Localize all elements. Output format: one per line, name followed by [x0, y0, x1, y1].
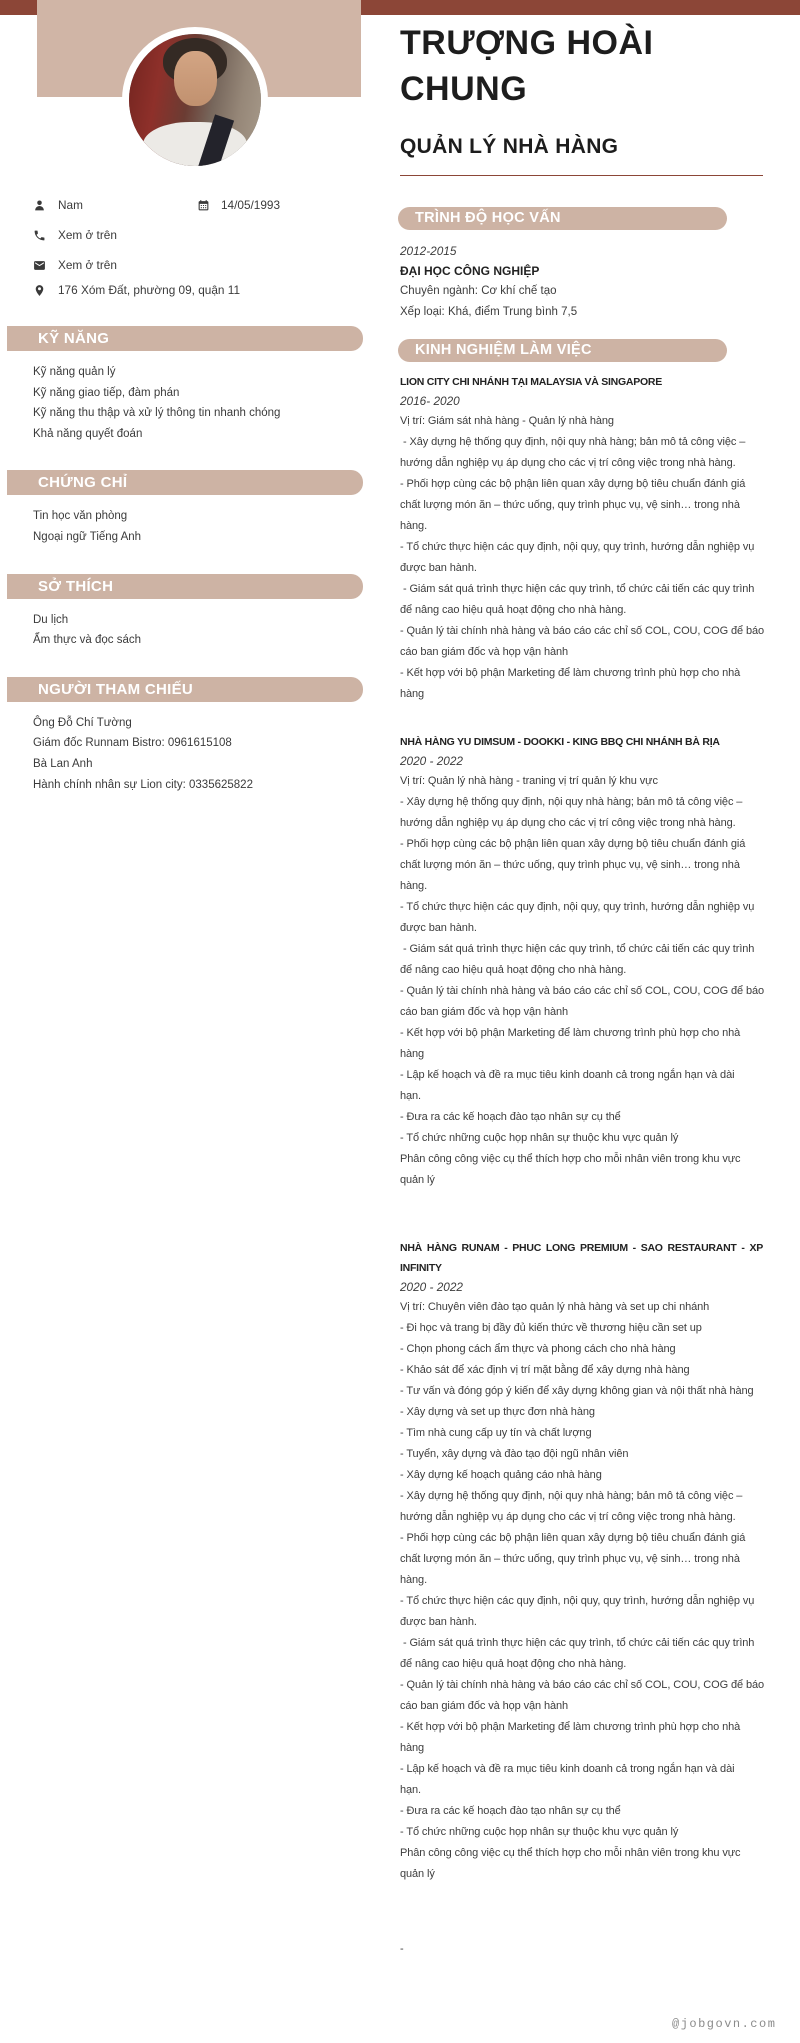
person-name: TRƯỢNG HOÀI CHUNG [400, 24, 654, 108]
job-description-line: - Tìm nhà cung cấp uy tín và chất lượng [400, 1427, 592, 1439]
sidebar-section-title: SỞ THÍCH [38, 577, 114, 595]
corner-accent-block [0, 0, 37, 15]
job-description-line: - Đưa ra các kế hoạch đào tạo nhân sự cụ thể [400, 1111, 621, 1123]
sidebar-item: Khả năng quyết đoán [33, 427, 143, 440]
job-description-line: chất lượng món ăn – thức uống, quy trình phục vụ, vệ sinh… trong nhà [400, 1553, 740, 1565]
contact-row-phone [33, 225, 363, 245]
job-description-line: - Chọn phong cách ẩm thực và phong cách cho nhà hàng [400, 1343, 676, 1355]
photo-face [174, 51, 217, 106]
job-description-line: hướng dẫn nghiệp vụ áp dụng cho các vị trí công việc trong nhà hàng. [400, 457, 736, 469]
job-description-line: hàng [400, 688, 425, 700]
job-description-line: quản lý [400, 1868, 435, 1880]
education-detail-line: Xếp loại: Khá, điểm Trung bình 7,5 [400, 305, 578, 318]
job-description [400, 1297, 763, 1885]
job-description-line: được ban hành. [400, 1616, 477, 1628]
job-title: LION CITY CHI NHÁNH TẠI MALAYSIA VÀ SINGAPORE [400, 376, 662, 388]
job-description-line: - Quản lý tài chính nhà hàng và báo cáo các chỉ số COL, COU, COG để báo [400, 625, 765, 637]
job-description-line: - Tổ chức những cuộc họp nhân sự thuộc khu vực quản lý [400, 1826, 679, 1838]
job-list [400, 372, 763, 1885]
job-period: 2020 - 2022 [400, 1280, 463, 1294]
job-description-line: cáo ban giám đốc và họp vận hành [400, 1006, 569, 1018]
education-section-header [398, 207, 727, 230]
job-description [400, 771, 763, 1191]
job-title: NHÀ HÀNG RUNAM - PHUC LONG PREMIUM - SAO RESTAURANT - XP INFINITY [400, 1242, 763, 1274]
education-details [400, 281, 763, 322]
job-description-line: cáo ban giám đốc và họp vận hành [400, 646, 569, 658]
job-description-line: - Kết hợp với bộ phận Marketing để làm chương trình phù hợp cho nhà [400, 1027, 741, 1039]
education-section-title: TRÌNH ĐỘ HỌC VẤN [415, 210, 561, 226]
sidebar-section [33, 470, 363, 547]
job-description-line: hàng. [400, 880, 428, 892]
job-description-line: được ban hành. [400, 922, 477, 934]
sidebar-section-list [33, 713, 363, 795]
job-description-line: cáo ban giám đốc và họp vận hành [400, 1700, 569, 1712]
job-description-line: hàng [400, 1742, 425, 1754]
sidebar-item: Tin học văn phòng [33, 510, 128, 523]
profile-photo [122, 27, 268, 173]
job-description-line: - Đưa ra các kế hoạch đào tạo nhân sự cụ thể [400, 1805, 621, 1817]
job-description-line: Vị trí: Giám sát nhà hàng - Quản lý nhà hàng [400, 415, 614, 427]
job-period: 2016- 2020 [400, 394, 460, 408]
job-description-line: để nâng cao hiệu quả hoạt động cho nhà hàng. [400, 1658, 627, 1670]
job-description-line: - Tổ chức những cuộc họp nhân sự thuộc khu vực quản lý [400, 1132, 679, 1144]
sidebar-section [33, 574, 363, 651]
job-description-line: - Quản lý tài chính nhà hàng và báo cáo các chỉ số COL, COU, COG để báo [400, 1679, 765, 1691]
job-description-line: - Lập kế hoạch và đề ra mục tiêu kinh doanh cả trong ngắn hạn và dài [400, 1069, 735, 1081]
job-description-line: - Tổ chức thực hiện các quy định, nội quy, quy trình, hướng dẫn nghiệp vụ [400, 1595, 755, 1607]
sidebar-section-header [7, 326, 363, 351]
job-description-line: - Phối hợp cùng các bộ phận liên quan xây dựng bộ tiêu chuẩn đánh giá [400, 478, 746, 490]
job-description [400, 411, 763, 705]
sidebar-section-header [7, 574, 363, 599]
sidebar-item: Hành chính nhân sự Lion city: 0335625822 [33, 778, 253, 791]
job-description-line: được ban hành. [400, 562, 477, 574]
sidebar-item: Ông Đỗ Chí Tường [33, 716, 132, 729]
address-value: 176 Xóm Đất, phường 09, quận 11 [58, 283, 241, 297]
watermark: @jobgovn.com [672, 2017, 777, 2031]
sidebar-section-header [7, 677, 363, 702]
job-description-line: - Tư vấn và đóng góp ý kiến để xây dựng không gian và nội thất nhà hàng [400, 1385, 754, 1397]
gender-value: Nam [58, 198, 83, 212]
sidebar-item: Kỹ năng quản lý [33, 366, 116, 378]
job-entry [400, 1238, 763, 1885]
job-description-line: chất lượng món ăn – thức uống, quy trình phục vụ, vệ sinh… trong nhà [400, 499, 740, 511]
sidebar-section-title: CHỨNG CHỈ [38, 474, 128, 492]
job-title: NHÀ HÀNG YU DIMSUM - DOOKKI - KING BBQ CHI NHÁNH BÀ RỊA [400, 736, 720, 748]
title-divider [400, 175, 763, 176]
sidebar-section-list [33, 362, 363, 444]
job-entry [400, 372, 763, 705]
job-description-line: - Kết hợp với bộ phận Marketing để làm chương trình phù hợp cho nhà [400, 1721, 741, 1733]
job-description-line: - Phối hợp cùng các bộ phận liên quan xây dựng bộ tiêu chuẩn đánh giá [400, 838, 746, 850]
sidebar-section-list [33, 506, 363, 547]
birthday-group [197, 198, 280, 212]
job-description-line: Phân công công việc cụ thể thích hợp cho mỗi nhân viên trong khu vực [400, 1847, 741, 1859]
calendar-icon [197, 199, 210, 212]
sidebar [33, 192, 363, 795]
location-pin-icon [33, 284, 46, 297]
sidebar-item: Kỹ năng giao tiếp, đàm phán [33, 386, 180, 399]
person-job-title: QUẢN LÝ NHÀ HÀNG [400, 135, 619, 158]
job-description-line: Phân công công việc cụ thể thích hợp cho mỗi nhân viên trong khu vực [400, 1153, 741, 1165]
sidebar-section-title: KỸ NĂNG [38, 330, 110, 347]
sidebar-section [33, 677, 363, 795]
experience-section [400, 339, 763, 1960]
email-value: Xem ở trên [58, 258, 117, 272]
job-description-line: chất lượng món ăn – thức uống, quy trình phục vụ, vệ sinh… trong nhà [400, 859, 740, 871]
job-description-line: hạn. [400, 1784, 422, 1796]
sidebar-sections [33, 326, 363, 795]
job-description-line: - Giám sát quá trình thực hiện các quy trình, tổ chức cải tiến các quy trình [400, 1637, 755, 1649]
job-description-line: hàng [400, 1048, 425, 1060]
birthday-value: 14/05/1993 [221, 198, 281, 212]
job-description-line: quản lý [400, 1174, 435, 1186]
job-description-line: hướng dẫn nghiệp vụ áp dụng cho các vị trí công việc trong nhà hàng. [400, 817, 736, 829]
sidebar-section-header [7, 470, 363, 495]
job-description-line: hàng. [400, 1574, 428, 1586]
sidebar-item: Ẩm thực và đọc sách [33, 634, 142, 647]
contact-info [33, 192, 363, 300]
photo-shirt [143, 122, 247, 172]
job-description-line: - Xây dựng hệ thống quy định, nội quy nhà hàng; bản mô tả công việc – [400, 436, 746, 448]
sidebar-item: Ngoại ngữ Tiếng Anh [33, 530, 142, 543]
job-description-line: - Xây dựng hệ thống quy định, nội quy nhà hàng; bản mô tả công việc – [400, 796, 743, 808]
sidebar-section-title: NGƯỜI THAM CHIẾU [38, 680, 194, 698]
sidebar-item: Du lịch [33, 613, 69, 626]
experience-section-header [398, 339, 727, 362]
job-description-line: để nâng cao hiệu quả hoạt động cho nhà hàng. [400, 964, 627, 976]
job-description-line: hạn. [400, 1090, 422, 1102]
job-description-line: Vị trí: Chuyên viên đào tạo quản lý nhà hàng và set up chi nhánh [400, 1301, 710, 1313]
experience-section-title: KINH NGHIỆM LÀM VIỆC [415, 342, 592, 358]
sidebar-item: Giám đốc Runnam Bistro: 0961615108 [33, 737, 232, 750]
trailing-dash: - [400, 1943, 404, 1955]
education-period: 2012-2015 [400, 244, 457, 258]
main-column [400, 0, 763, 1960]
job-description-line: - Xây dựng hệ thống quy định, nội quy nhà hàng; bản mô tả công việc – [400, 1490, 743, 1502]
job-description-line: - Quản lý tài chính nhà hàng và báo cáo các chỉ số COL, COU, COG để báo [400, 985, 765, 997]
sidebar-item: Kỹ năng thu thập và xử lý thông tin nhanh chóng [33, 407, 281, 420]
education-school: ĐẠI HỌC CÔNG NGHIỆP [400, 264, 540, 278]
job-description-line: Vị trí: Quản lý nhà hàng - traning vị trí quản lý khu vực [400, 775, 658, 787]
job-description-line: - Xây dựng và set up thực đơn nhà hàng [400, 1406, 595, 1418]
job-description-line: - Tổ chức thực hiện các quy định, nội quy, quy trình, hướng dẫn nghiệp vụ [400, 541, 755, 553]
job-description-line: để nâng cao hiệu quả hoạt động cho nhà hàng. [400, 604, 627, 616]
job-description-line: hướng dẫn nghiệp vụ áp dụng cho các vị trí công việc trong nhà hàng. [400, 1511, 736, 1523]
sidebar-item: Bà Lan Anh [33, 757, 93, 770]
job-description-line: hàng. [400, 520, 428, 532]
education-section [400, 207, 763, 322]
contact-row-email [33, 255, 363, 275]
phone-icon [33, 229, 46, 242]
job-entry [400, 732, 763, 1191]
job-description-line: - Kết hợp với bộ phận Marketing để làm chương trình phù hợp cho nhà [400, 667, 741, 679]
job-description-line: - Khảo sát để xác định vị trí mặt bằng để xây dựng nhà hàng [400, 1364, 690, 1376]
contact-row-address [33, 280, 363, 300]
job-description-line: - Lập kế hoạch và đề ra mục tiêu kinh doanh cả trong ngắn hạn và dài [400, 1763, 735, 1775]
job-description-line: - Giám sát quá trình thực hiện các quy trình, tổ chức cải tiến các quy trình [400, 583, 755, 595]
job-description-line: - Tổ chức thực hiện các quy định, nội quy, quy trình, hướng dẫn nghiệp vụ [400, 901, 755, 913]
job-description-line: - Xây dựng kế hoạch quảng cáo nhà hàng [400, 1469, 602, 1481]
job-description-line: - Phối hợp cùng các bộ phận liên quan xây dựng bộ tiêu chuẩn đánh giá [400, 1532, 746, 1544]
job-description-line: - Đi học và trang bị đầy đủ kiến thức về thương hiệu cần set up [400, 1322, 702, 1334]
sidebar-section [33, 326, 363, 444]
person-icon [33, 199, 46, 212]
job-description-line: - Giám sát quá trình thực hiện các quy trình, tổ chức cải tiến các quy trình [400, 943, 755, 955]
job-description-line: - Tuyển, xây dựng và đào tạo đội ngũ nhân viên [400, 1448, 629, 1460]
phone-value: Xem ở trên [58, 228, 117, 242]
education-detail-line: Chuyên ngành: Cơ khí chế tạo [400, 285, 557, 297]
mail-icon [33, 259, 46, 272]
job-period: 2020 - 2022 [400, 754, 463, 768]
contact-row-gender-birthday [33, 195, 363, 215]
sidebar-section-list [33, 610, 363, 651]
